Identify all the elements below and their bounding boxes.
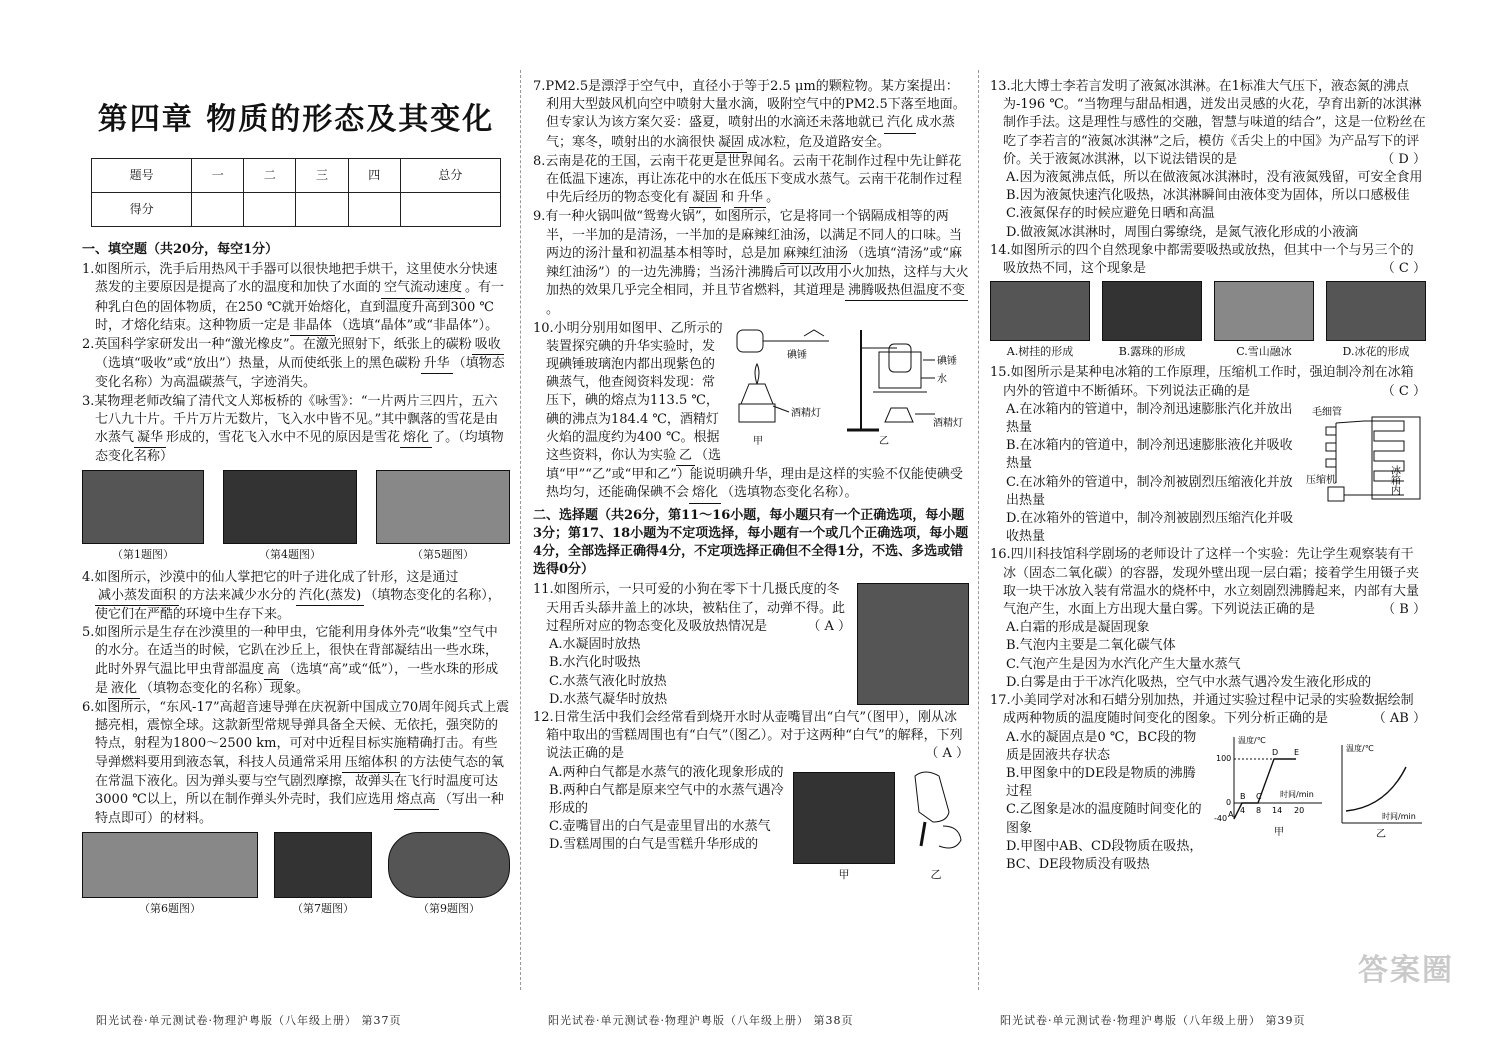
g1-ylabel: 温度/℃ — [1238, 735, 1266, 745]
g1-point-d: D — [1272, 747, 1279, 757]
option[interactable]: A.两种白气都是水蒸气的液化现象形成的 — [549, 764, 784, 780]
question-13: 13.北大博士李若言发明了液氮冰淇淋。在1标准大气压下，液态氮的沸点为-196 ℃。“当物理与甜品相遇，迸发出灵感的火花，孕育出新的冰淇淋制作手法。这是理性与感性的交融，智慧与味道的结合”，这是一位粉丝在吃了李若言的“液氮冰淇淋”之后，模仿《舌尖上的中国》为产品写下的评价。关于液氮冰淇淋，以下说法错误的是 （ D ） — [990, 78, 1426, 169]
lamp-b — [885, 408, 913, 422]
section-heading: 一、填空题（共20分，每空1分） — [82, 242, 279, 257]
figure-q6: （第6题图） — [82, 832, 258, 918]
question-14: 14.如图所示的四个自然现象中都需要吸热或放热，但其中一个与另三个的吸放热不同，这个现象是 （ C ） — [990, 242, 1426, 278]
figure-q7: （第7题图） — [274, 832, 372, 918]
option[interactable]: D.在冰箱外的管道中，制冷剂被剧烈压缩汽化并吸收热量 — [1006, 511, 1294, 545]
answer-blank[interactable]: 汽化 — [884, 114, 916, 133]
temperature-graphs — [1212, 731, 1426, 841]
figure-q11 — [857, 583, 969, 705]
figure-q17 — [1212, 731, 1426, 847]
answer-choice: （ AB ） — [1372, 711, 1426, 727]
option[interactable]: D.甲图中AB、CD段物质在吸热，BC、DE段物质没有吸热 — [1006, 838, 1203, 872]
option[interactable]: D.做液氮冰淇淋时，周围白雾缭绕，是氮气液化形成的小液滴 — [1006, 224, 1359, 240]
answer-blank[interactable]: 凝华 — [134, 429, 166, 448]
column-2 — [533, 78, 969, 983]
option[interactable]: A.在冰箱内的管道中，制冷剂迅速膨胀汽化并放出热量 — [1006, 401, 1293, 436]
option[interactable]: C.壶嘴冒出的白气是壶里冒出的水蒸气 — [549, 819, 771, 835]
g1-tick-14: 14 — [1272, 805, 1283, 815]
option[interactable]: B.两种白气都是原来空气中的水蒸气遇冷形成的 — [549, 782, 784, 816]
dog-photo — [857, 583, 969, 705]
g1-tick-20: 20 — [1294, 805, 1305, 815]
option[interactable]: D.白雾是由于干冰汽化吸热，空气中水蒸气遇冷发生液化形成的 — [1006, 674, 1372, 690]
popsicle-drawing — [903, 766, 969, 858]
answer-choice: （ D ） — [1381, 151, 1426, 167]
score-cell[interactable] — [348, 193, 400, 227]
question-3: 3.某物理老师改编了清代文人郑板桥的《咏雪》：“一片两片三四片，五六七八九十片。千片万片无数片，飞入水中皆不见。”其中飘落的雪花是由水蒸气 凝华 形成的，雪花飞入水中不见的原因是雪花 熔化 了。（均填物态变化名称） — [82, 393, 504, 465]
fridge-diagram — [1306, 403, 1426, 511]
caption-jia: 甲 — [753, 435, 763, 447]
label-lamp-a: 酒精灯 — [791, 407, 821, 419]
answer-blank[interactable]: 熔化 — [689, 484, 721, 503]
option[interactable]: C.乙图象是冰的温度随时间变化的图象 — [1006, 802, 1202, 836]
question-9: 9.有一种火锅叫做“鸳鸯火锅”，如图所示，它是将同一个锅隔成相等的两半，一半加的是清汤，一半加的是麻辣红油汤，以满足不同人的口味。当两边的汤汁量和初温基本相等时，总是加 麻辣红油汤 （选填“清汤”或“麻辣红油汤”）的一边先沸腾；当汤汁沸腾后可以改用小火加热，这样与大火加热的效果几乎完全相同，并且节省燃料，其道理是 沸腾吸热但温度不变。 — [533, 209, 969, 318]
answer-blank[interactable]: 凝固 — [715, 134, 747, 153]
score-header: 四 — [348, 159, 400, 193]
g2-curve — [1346, 767, 1406, 811]
label-fridge-inside: 冰箱内 — [1388, 464, 1400, 495]
answer-blank[interactable]: 非晶体 — [290, 317, 335, 336]
column-1 — [82, 78, 510, 983]
hotpot-photo — [388, 832, 510, 898]
option-a-figure[interactable]: A.树挂的形成 — [990, 281, 1090, 361]
beaker — [879, 352, 921, 388]
score-cell[interactable] — [244, 193, 296, 227]
g2-caption: 乙 — [1376, 828, 1386, 840]
watermark-logo: 答案圈 — [1358, 953, 1454, 988]
option-c-figure[interactable]: C.雪山融冰 — [1214, 281, 1314, 361]
compressor — [1328, 487, 1344, 501]
score-header: 一 — [192, 159, 244, 193]
answer-choice: （ A ） — [807, 618, 851, 634]
section-heading: 二、选择题（共26分，第11～16小题，每小题只有一个正确选项，每小题3分；第17、18小题为不定项选择，每小题有一个或几个正确选项，每小题4分，全部选择正确得4分，不定项选择正确但不全得1分，不选、多选或错选得0分） — [533, 507, 969, 578]
question-11: 11.如图所示，一只可爱的小狗在零下十几摄氏度的冬天用舌头舔井盖上的冰块，被粘住了，动弹不得。此过程所对应的物态变化及吸放热情况是 （ A ） — [533, 581, 969, 636]
score-header: 二 — [244, 159, 296, 193]
question-10: 10.小明分别用如图甲、乙所示的装置探究碘的升华实验时，发现碘锤玻璃泡内都出现紫色的碘蒸气，他查阅资料发现：常压下，碘的熔点为113.5 ℃，碘的沸点为184.4 ℃，酒精灯火焰的温度约为400 ℃。根据这些资料，你认为实验 乙 （选填“甲”“乙”或“甲和乙”）能说明碘升华，理由是这样的实验不仅能使碘受热均匀，还能确保碘不会 熔化 （选填物态变化名称）。 — [533, 320, 969, 504]
caption-yi: 乙 — [879, 435, 889, 447]
label-lamp-b: 酒精灯 — [933, 417, 963, 429]
figure-q10 — [729, 322, 969, 460]
page-footer-37: 阳光试卷·单元测试卷·物理沪粤版（八年级上册） 第37页 — [96, 1014, 402, 1027]
answer-blank[interactable]: 压缩体积 — [342, 754, 400, 773]
iodine-hammer-a — [737, 330, 763, 352]
answer-blank[interactable]: 液化 — [108, 680, 140, 699]
column-divider — [978, 70, 979, 990]
question-5: 5.如图所示是生存在沙漠里的一种甲虫，它能利用身体外壳“收集”空气中的水分。在适当的时候，它趴在沙丘上，很快在背部凝结出一些水珠，此时外界气温比甲虫背部温度 高 （选填“高”或“低”），一些水珠的形成是 液化 （填物态变化的名称）现象。 — [82, 624, 510, 699]
hand-dryer-photo — [82, 470, 204, 544]
option[interactable]: B.水汽化时吸热 — [549, 655, 641, 671]
g1-caption: 甲 — [1274, 826, 1284, 838]
answer-choice: （ C ） — [1381, 383, 1426, 399]
answer-blank[interactable]: 熔点高 — [394, 791, 439, 810]
beetle-photo — [376, 470, 510, 544]
g1-point-a: A — [1228, 809, 1234, 819]
option[interactable]: B.甲图象中的DE段是物质的沸腾过程 — [1006, 765, 1196, 800]
figure-q1: （第1题图） — [82, 470, 204, 564]
score-cell[interactable] — [192, 193, 244, 227]
option[interactable]: A.水凝固时放热 — [549, 637, 641, 653]
rime-photo — [990, 281, 1090, 341]
g1-tick-0: 0 — [1226, 797, 1232, 807]
kettle-photo — [793, 772, 895, 864]
dew-photo — [1102, 281, 1202, 341]
column-3 — [990, 78, 1426, 983]
option[interactable]: C.液氮保存的时候应避免日晒和高温 — [1006, 206, 1215, 222]
label-iodine-hammer-b: 碘锤 — [937, 355, 957, 367]
option[interactable]: C.水蒸气液化时放热 — [549, 673, 667, 689]
answer-choice: （ C ） — [1381, 261, 1426, 277]
blower-photo — [274, 832, 372, 898]
missile-photo — [82, 832, 258, 898]
figure-q5: （第5题图） — [376, 470, 510, 564]
g1-tick-4: 4 — [1240, 805, 1246, 815]
answer-choice: （ B ） — [1382, 602, 1426, 618]
question-12: 12.日常生活中我们会经常看到烧开水时从壶嘴冒出“白气”（图甲），刚从冰箱中取出的雪糕周围也有“白气”（图乙）。对于这两种“白气”的解释，下列说法正确的是 （ A ） — [533, 709, 969, 764]
snow-mountain-photo — [1214, 281, 1314, 341]
label-iodine-hammer: 碘锤 — [787, 349, 807, 361]
answer-blank[interactable]: 沸腾吸热但温度不变 — [845, 282, 968, 301]
option[interactable]: A.水的凝固点是0 ℃，BC段的物质是固液共存状态 — [1006, 729, 1197, 763]
g1-point-b: B — [1240, 791, 1246, 801]
question-8: 8.云南是花的王国，云南干花更是世界闻名。云南干花制作过程中先让鲜花在低温下速冻，再让冻花中的水在低压下变成水蒸气。云南干花制作过程中先后经历的物态变化有 凝固 和 升华 。 — [533, 153, 969, 209]
ice-flower-photo — [1326, 281, 1426, 341]
figure-q14 — [990, 281, 1426, 361]
option-b-figure[interactable]: B.露珠的形成 — [1102, 281, 1202, 361]
answer-choice: （ A ） — [925, 746, 969, 762]
option[interactable]: D.雪糕周围的白气是雪糕升华形成的 — [549, 837, 759, 853]
figure-row-2 — [82, 832, 510, 918]
figure-q12: 甲 乙 — [793, 766, 969, 884]
page-footer-38: 阳光试卷·单元测试卷·物理沪粤版（八年级上册） 第38页 — [548, 1014, 854, 1027]
figure-row-1 — [82, 470, 510, 564]
question-17: 17.小美同学对冰和石蜡分别加热，并通过实验过程中记录的实验数据绘制成两种物质的温度随时间变化的图象。下列分析正确的是 （ AB ） — [990, 692, 1426, 728]
g1-point-e: E — [1294, 747, 1300, 757]
answer-blank[interactable]: 减小蒸发面积 — [95, 587, 179, 606]
g1-xlabel: 时间/min — [1280, 789, 1314, 799]
label-capillary: 毛细管 — [1312, 406, 1342, 418]
score-cell[interactable] — [400, 193, 500, 227]
option[interactable]: A.白霜的形成是凝固现象 — [1006, 620, 1150, 636]
g2-ylabel: 温度/℃ — [1346, 743, 1374, 753]
answer-blank[interactable]: 空气流动速度 — [381, 279, 465, 298]
question-15: 15.如图所示是某种电冰箱的工作原理，压缩机工作时，强迫制冷剂在冰箱内外的管道中不断循环。下列说法正确的是 （ C ） — [990, 364, 1426, 400]
score-table — [91, 158, 501, 227]
g2-xlabel: 时间/min — [1382, 811, 1416, 821]
g1-tick-8: 8 — [1256, 805, 1262, 815]
option-d-figure[interactable]: D.冰花的形成 — [1326, 281, 1426, 361]
answer-blank[interactable]: 升华 — [421, 355, 453, 374]
page-footer-39: 阳光试卷·单元测试卷·物理沪粤版（八年级上册） 第39页 — [1000, 1014, 1306, 1027]
figure-q4: （第4题图） — [223, 470, 357, 564]
score-cell[interactable] — [296, 193, 348, 227]
g1-tick-neg40: -40 — [1214, 813, 1228, 823]
answer-blank[interactable]: 麻辣红油汤 — [780, 245, 851, 264]
answer-blank[interactable]: 凝固 — [689, 189, 721, 208]
answer-blank[interactable]: 吸收 — [472, 336, 504, 355]
option[interactable]: B.气泡内主要是二氧化碳气体 — [1006, 638, 1176, 654]
option[interactable]: B.在冰箱内的管道中，制冷剂迅速膨胀液化并吸收热量 — [1006, 438, 1293, 472]
label-compressor: 压缩机 — [1306, 474, 1336, 486]
answer-blank[interactable]: 升华 — [734, 189, 766, 208]
score-header: 三 — [296, 159, 348, 193]
answer-blank[interactable]: 高 — [264, 661, 283, 680]
label-water: 水 — [937, 373, 947, 385]
option[interactable]: A.因为液氮沸点低，所以在做液氮冰淇淋时，没有液氮残留，可安全食用 — [1006, 170, 1423, 186]
iodine-apparatus-diagram — [729, 322, 969, 454]
answer-blank[interactable]: 汽化(蒸发) — [296, 587, 364, 606]
answer-blank[interactable]: 乙 — [676, 447, 695, 466]
question-1: 1.如图所示，洗手后用热风干手器可以很快地把手烘干，这里使水分快速蒸发的主要原因是提高了水的温度和加快了水面的 空气流动速度 。有一种乳白色的固体物质，在250 ℃就开始熔化，直到温度升高到300 ℃时，才熔化结束。这种物质一定是 非晶体 （选填“晶体”或“非晶体”）。 — [82, 261, 510, 336]
figure-q9: （第9题图） — [388, 832, 510, 918]
chapter-title: 第四章 物质的形态及其变化 — [97, 102, 495, 137]
score-header: 题号 — [92, 159, 192, 193]
question-2: 2.英国科学家研发出一种“激光橡皮”。在激光照射下，纸张上的碳粉 吸收（选填“吸收”或“放出”）热量，从而使纸张上的黑色碳粉 升华 （填物态变化名称）为高温碳蒸气，字迹消失。 — [82, 337, 505, 391]
figure-q15 — [1306, 403, 1426, 517]
question-4: 4.如图所示，沙漠中的仙人掌把它的叶子进化成了针形，这是通过减小蒸发面积 的方法来减少水分的 汽化(蒸发) （填物态变化的名称），使它们在严酷的环境中生存下来。 — [82, 569, 501, 623]
option[interactable]: C.气泡产生是因为水汽化产生大量水蒸气 — [1006, 656, 1241, 672]
column-divider — [520, 70, 521, 990]
score-row-label: 得分 — [92, 193, 192, 227]
score-header: 总分 — [400, 159, 500, 193]
cactus-photo — [223, 470, 357, 544]
g1-tick-100: 100 — [1216, 753, 1232, 763]
question-16: 16.四川科技馆科学剧场的老师设计了这样一个实验：先让学生观察装有干冰（固态二氧化碳）的容器，发现外壁出现一层白霜；接着学生用镊子夹取一块干冰放入装有常温水的烧杯中，水立刻剧烈沸腾起来，内部有大量气泡产生，水面上方出现大量白雾。下列说法正确的是 （ B ） — [990, 546, 1426, 619]
answer-blank[interactable]: 熔化 — [400, 429, 432, 448]
option[interactable]: B.因为液氮快速汽化吸热，冰淇淋瞬间由液体变为固体，所以口感极佳 — [1006, 188, 1410, 204]
option[interactable]: C.在冰箱外的管道中，制冷剂被剧烈压缩液化并放出热量 — [1006, 474, 1293, 508]
lamp-a — [741, 384, 773, 404]
g1-point-c: C — [1256, 791, 1262, 801]
option[interactable]: D.水蒸气凝华时放热 — [549, 691, 668, 707]
question-6: 6.如图所示，“东风-17”高超音速导弹在庆祝新中国成立70周年阅兵式上震撼亮相，震惊全球。这款新型常规导弹具备全天候、无依托，强突防的特点，射程为1800～2500 km，可对中近程目标实施精确打击。有些导弹燃料要用到液态氧，科技人员通常采用 压缩体积 的方法使气态的氧在常温下液化。因为弹头要与空气剧烈摩擦，故弹头在飞行时温度可达3000 ℃以上，所以在制作弹头外壳时，我们应选用 熔点高 （写出一种特点即可）的材料。 — [82, 700, 510, 827]
question-7: 7.PM2.5是漂浮于空气中，直径小于等于2.5 μm的颗粒物。某方案提出：利用大型鼓风机向空中喷射大量水滴，吸附空气中的PM2.5下落至地面。但专家认为该方案欠妥：盛夏，喷射出的水滴还未落地就已 汽化 成水蒸气；寒冬，喷射出的水滴很快 凝固 成冰粒，危及道路安全。 — [533, 78, 969, 153]
